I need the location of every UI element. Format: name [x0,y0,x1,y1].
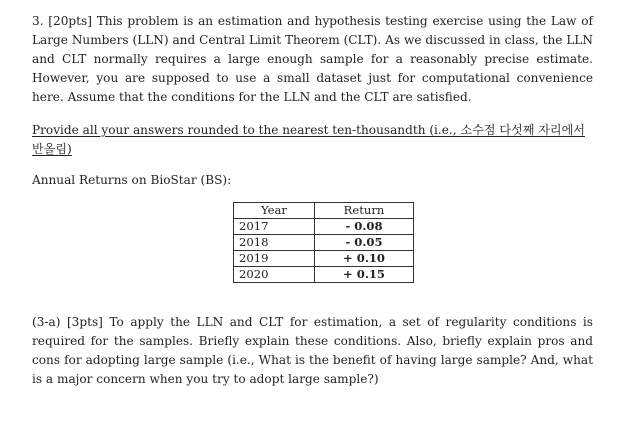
returns-table-wrap [32,202,593,283]
table-row [234,251,414,267]
table-header-row [234,203,414,219]
return-cell: - 0.05 [315,235,414,251]
return-cell: - 0.08 [315,219,414,235]
year-cell: 2020 [234,267,315,283]
return-cell: + 0.15 [315,267,414,283]
question-3a: (3-a) [3pts] To apply the LLN and CLT for estimation, a set of regularity conditions is required for the samples. Briefly explain these conditions. Also, briefly explain pros and cons for adopting large sample (i.e., What is the benefit of having large sample? And, what is a major concern when you try to adopt large sample?) [32,315,593,386]
returns-title: Annual Returns on BioStar (BS): [32,173,232,187]
table-row [234,267,414,283]
year-cell: 2017 [234,219,315,235]
year-cell: 2019 [234,251,315,267]
rounding-instruction: Provide all your answers rounded to the nearest ten-thousandth (i.e., 소수점 다섯째 자리에서 반올림) [32,123,585,156]
table-row [234,219,414,235]
return-cell: + 0.10 [315,251,414,267]
returns-table [233,202,414,283]
table-row [234,235,414,251]
header-year: Year [234,203,315,219]
header-return: Return [315,203,414,219]
problem-intro: 3. [20pts] This problem is an estimation and hypothesis testing exercise using the Law of Large Numbers (LLN) and Central Limit Theorem (CLT). As we discussed in class, the LLN and CLT normally requires a large enough sample for a reasonably precise estimate. However, you are supposed to use a small dataset just for computational convenience here. Assume that the conditions for the LLN and the CLT are satisfied. [32,14,593,104]
year-cell: 2018 [234,235,315,251]
